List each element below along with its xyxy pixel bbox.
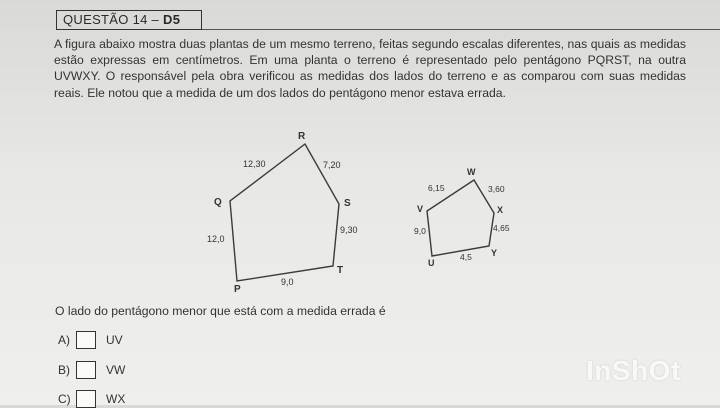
vertex-label-r: R <box>298 131 306 142</box>
side-label-xy: 4,65 <box>493 223 510 233</box>
vertex-label-q: Q <box>214 197 222 208</box>
option-b-letter: B) <box>58 363 70 377</box>
side-label-wx: 3,60 <box>488 184 505 194</box>
option-c-letter: C) <box>58 392 71 406</box>
side-label-yu: 4,5 <box>460 252 472 262</box>
vertex-label-p: P <box>234 284 241 295</box>
option-b-text: VW <box>106 363 126 377</box>
vertex-label-t: T <box>337 265 344 276</box>
side-label-rs: 7,20 <box>323 160 341 170</box>
vertex-label-x: X <box>497 205 504 215</box>
vertex-label-u: U <box>428 258 435 268</box>
option-c-checkbox[interactable] <box>76 390 96 408</box>
side-label-tp: 9,0 <box>281 277 294 287</box>
vertex-label-s: S <box>344 198 351 209</box>
descriptor-code: D5 <box>163 12 181 27</box>
side-label-qr: 12,30 <box>243 159 266 169</box>
option-c[interactable] <box>58 390 125 408</box>
vertex-label-v: V <box>417 204 424 214</box>
side-label-uv: 9,0 <box>414 226 426 236</box>
option-b-checkbox[interactable] <box>76 361 96 379</box>
vertex-label-y: Y <box>491 248 498 258</box>
side-label-pq: 12,0 <box>207 234 225 244</box>
vertex-label-w: W <box>467 167 476 177</box>
question-number: QUESTÃO 14 – <box>63 12 163 27</box>
side-label-vw: 6,15 <box>428 183 445 193</box>
option-b[interactable] <box>58 361 125 379</box>
option-c-text: WX <box>106 392 126 406</box>
question-prompt: O lado do pentágono menor que está com a medida errada é <box>55 304 386 318</box>
option-a-text: UV <box>106 333 123 347</box>
question-statement: A figura abaixo mostra duas plantas de um mesmo terreno, feitas segundo escalas diferentes, nas quais as medidas estão expressas em centímetros. Em uma planta o terreno é representado pelo pentágono PQRST, na outra UVWXY. O responsável pela obra verificou as medidas dos lados do terreno e as comparou com suas medidas reais. Ele notou que a medida de um dos lados do pentágono menor estava errada. <box>54 37 686 100</box>
option-a[interactable] <box>58 331 123 349</box>
option-a-letter: A) <box>58 333 70 347</box>
side-label-st: 9,30 <box>340 225 358 235</box>
app-watermark: InShOt <box>586 355 681 386</box>
option-a-checkbox[interactable] <box>76 331 96 349</box>
